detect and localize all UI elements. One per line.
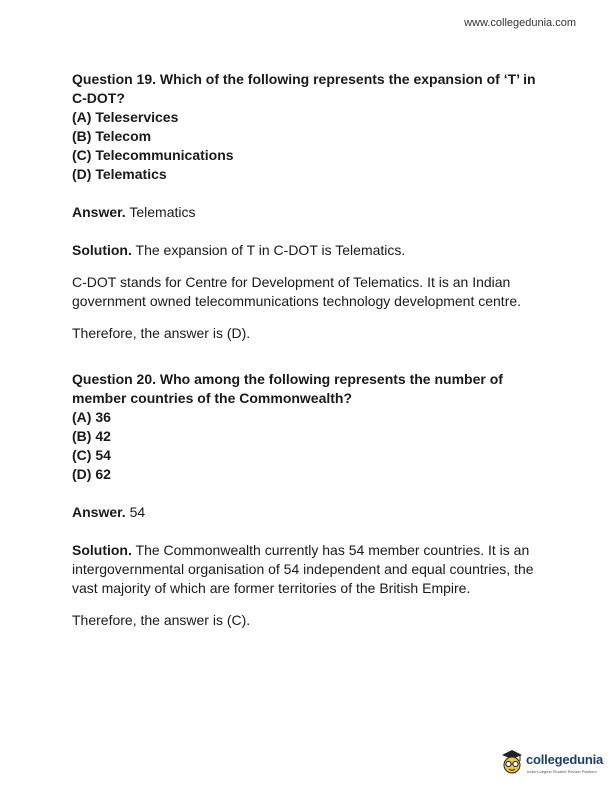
question-19-option-c: (C) Telecommunications xyxy=(72,147,234,163)
question-19-answer xyxy=(72,203,542,222)
question-20-option-a: (A) 36 xyxy=(72,409,111,425)
logo-wordmark: collegedunia xyxy=(526,752,604,767)
question-19-option-a: (A) Teleservices xyxy=(72,109,179,125)
page-content xyxy=(72,70,542,630)
answer-value: 54 xyxy=(129,504,146,520)
question-20-option-b: (B) 42 xyxy=(72,428,111,444)
question-19-solution xyxy=(72,241,542,260)
solution-text: The Commonwealth currently has 54 member countries. It is an intergovernmental organisation of 54 independent and equal countries, the vast majority of which are former territories of the British Empire. xyxy=(72,542,534,596)
logo-tagline: India's largest Student Review Platform xyxy=(527,769,597,774)
answer-value: Telematics xyxy=(129,204,196,220)
question-19 xyxy=(72,70,542,343)
solution-label: Solution. xyxy=(72,542,132,558)
question-20-conclusion: Therefore, the answer is (C). xyxy=(72,612,251,628)
site-url[interactable]: www.collegedunia.com xyxy=(464,17,576,29)
question-19-title: Question 19. Which of the following represents the expansion of ‘T’ in C-DOT? xyxy=(72,71,536,106)
question-20-title: Question 20. Who among the following represents the number of member countries of the Commonwealth? xyxy=(72,371,503,406)
answer-label: Answer. xyxy=(72,204,126,220)
question-19-conclusion: Therefore, the answer is (D). xyxy=(72,325,251,341)
question-19-option-b: (B) Telecom xyxy=(72,128,152,144)
answer-label: Answer. xyxy=(72,504,126,520)
question-20-answer xyxy=(72,503,542,522)
graduate-mascot-icon xyxy=(500,748,524,776)
question-19-option-d: (D) Telematics xyxy=(72,166,167,182)
collegedunia-logo[interactable] xyxy=(500,748,612,784)
question-20-option-d: (D) 62 xyxy=(72,466,111,482)
solution-label: Solution. xyxy=(72,242,132,258)
question-20-option-c: (C) 54 xyxy=(72,447,111,463)
question-19-explanation: C-DOT stands for Centre for Development of Telematics. It is an Indian government owned telecommunications technology development centre. xyxy=(72,274,522,309)
question-20-solution xyxy=(72,541,542,598)
solution-text: The expansion of T in C-DOT is Telematics. xyxy=(135,242,406,258)
question-20 xyxy=(72,370,542,630)
